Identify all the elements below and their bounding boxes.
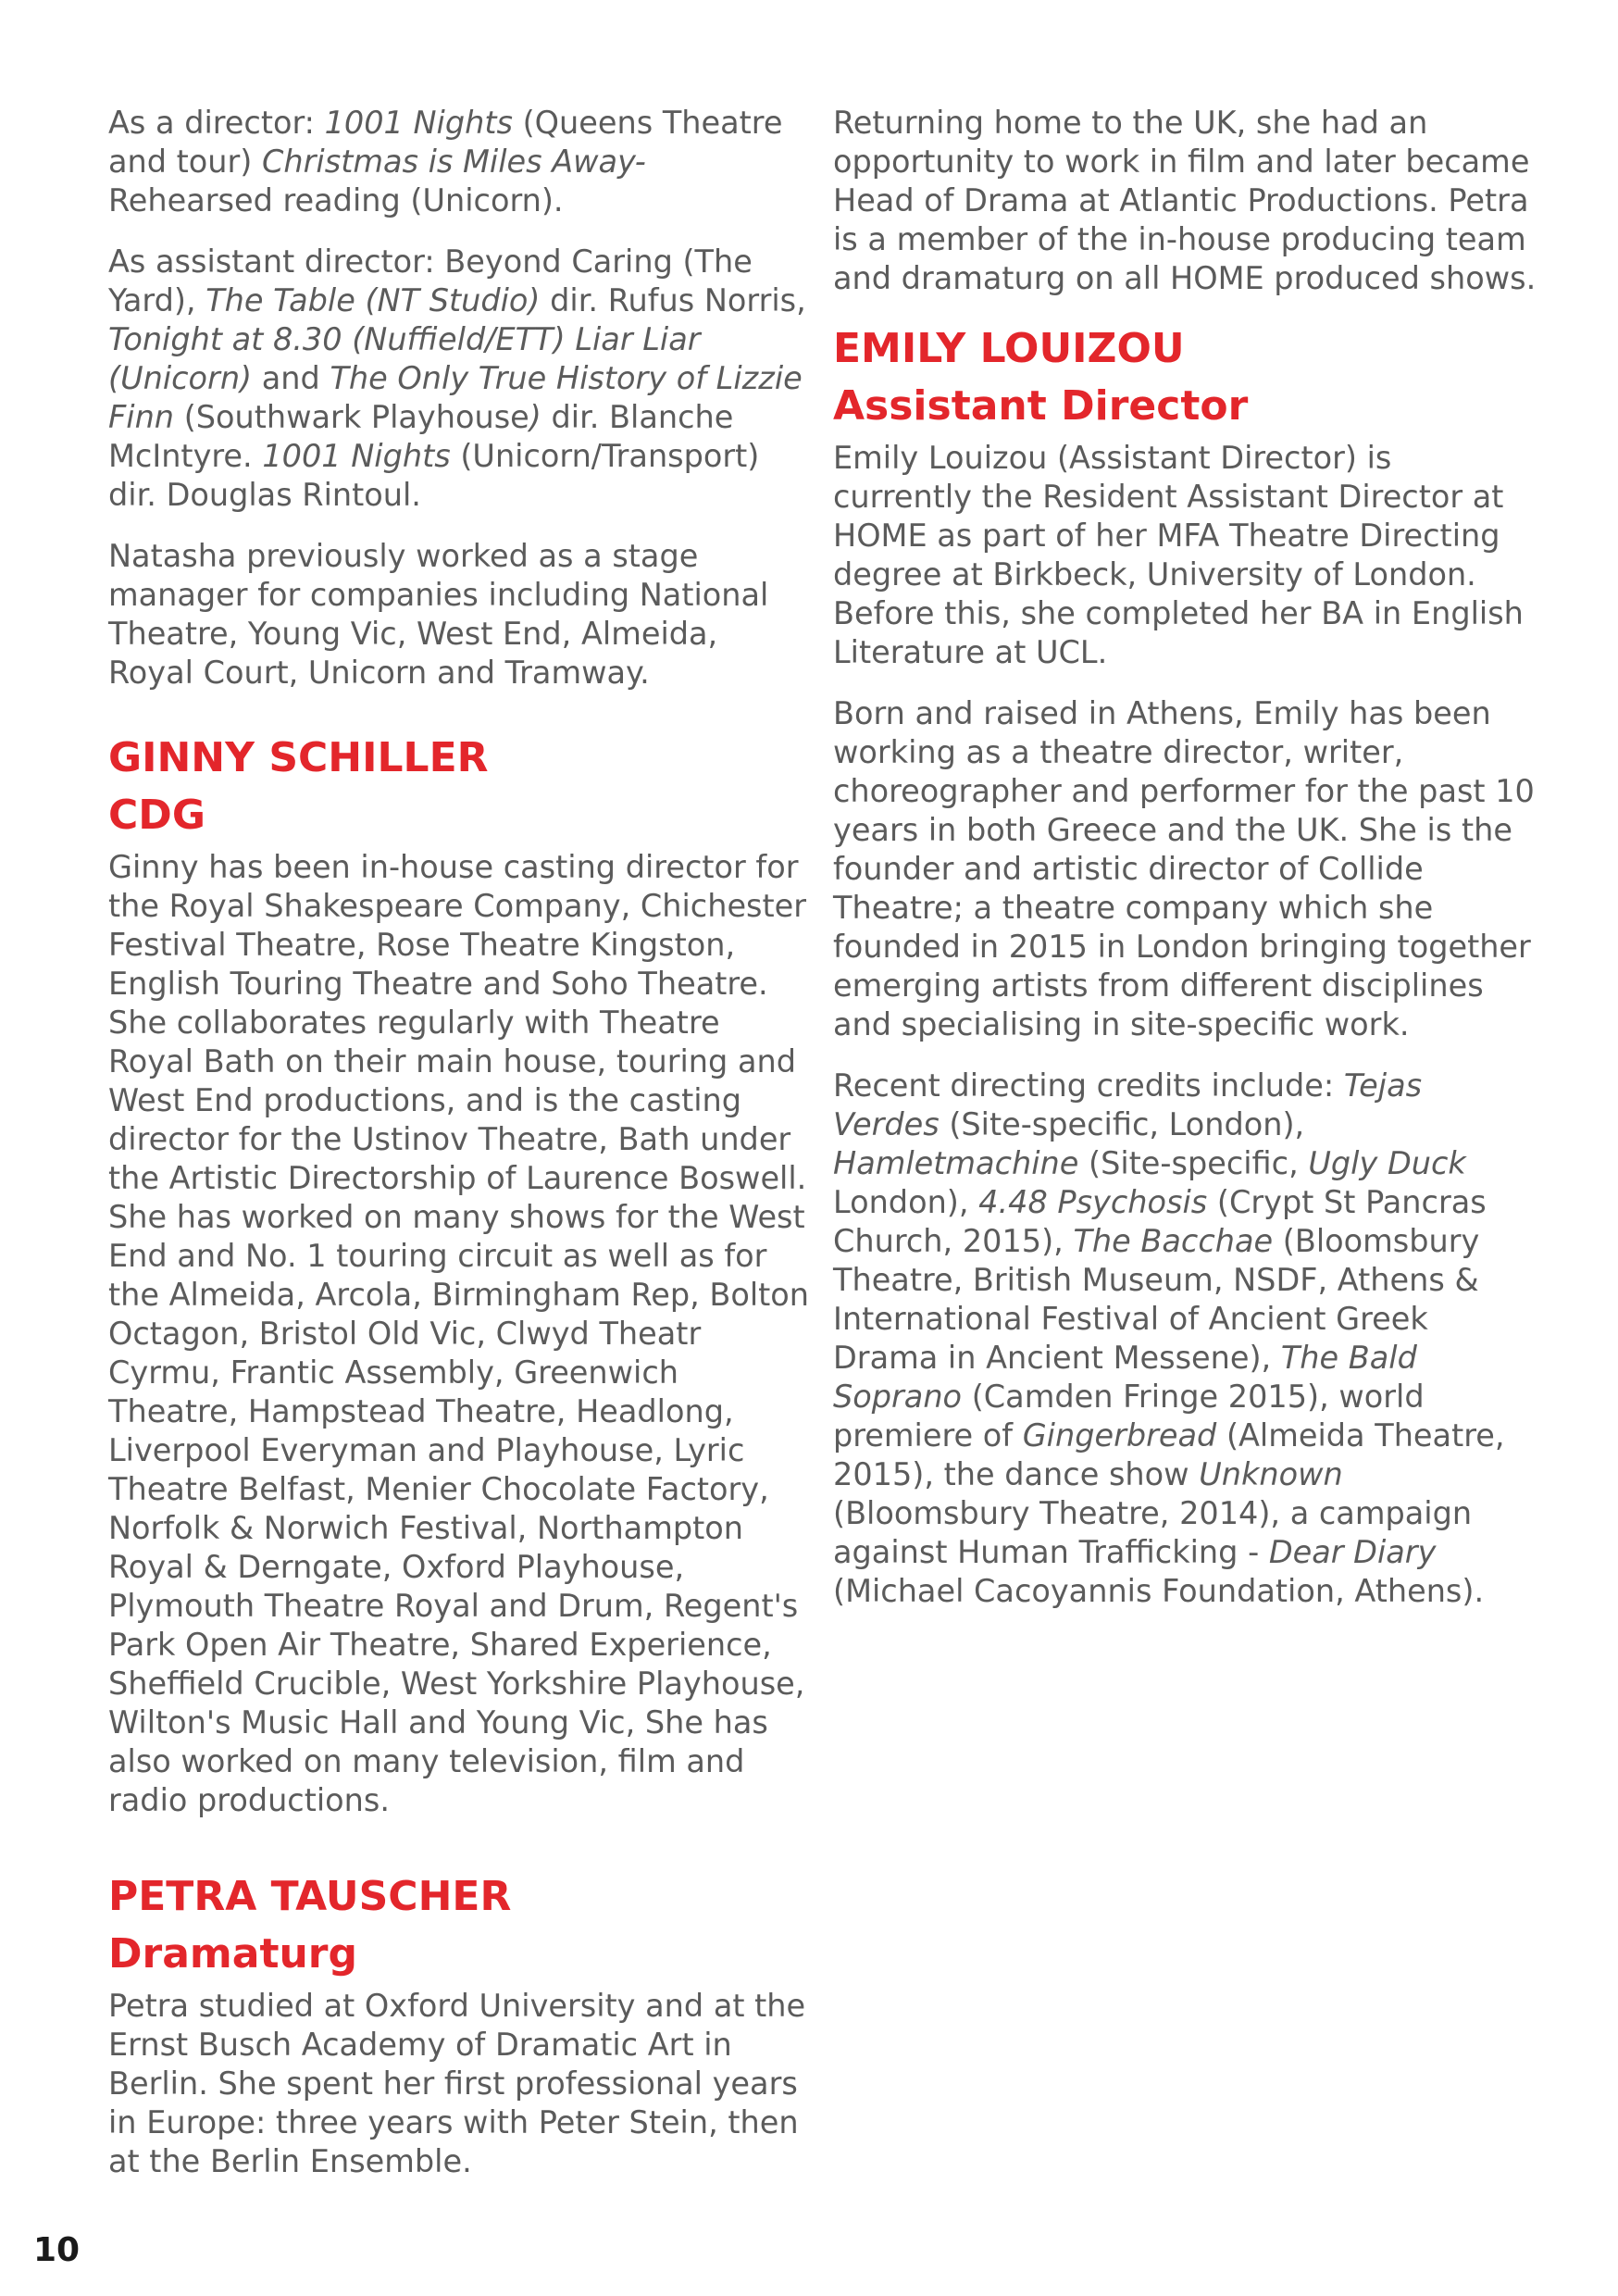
text-run: (Unicorn/Transport) dir. Douglas Rintoul. [108, 438, 760, 513]
text-run: (Almeida Theatre, 2015), the dance show [833, 1417, 1505, 1492]
italic-title-run: Tonight at 8.30 (Nuffield/ETT) Liar Liar (Unicorn) [108, 321, 701, 396]
natasha-stage-manager-paragraph: Natasha previously worked as a stage manager for companies including National Theatre, Young Vic, West End, Almeida, Royal Court, Unicorn and Tramway. [108, 538, 769, 691]
italic-title-run: Gingerbread [1022, 1417, 1217, 1454]
ginny-heading [108, 730, 812, 844]
text-run: dir. Rufus Norris, [540, 282, 806, 318]
italic-title-run: Tejas Verdes [833, 1067, 1423, 1142]
emily-name: EMILY LOUIZOU [833, 325, 1185, 372]
ginny-role: CDG [108, 792, 205, 839]
text-run: (Site-specific, London), [939, 1106, 1305, 1142]
italic-title-run: Unknown [1199, 1456, 1343, 1492]
text-run: (Camden Fringe 2015), world premiere of [833, 1379, 1425, 1454]
petra-role: Dramaturg [108, 1930, 358, 1978]
natasha-assistant-director-paragraph [108, 243, 812, 515]
text-run: London), [833, 1184, 979, 1220]
italic-title-run: The Bacchae [1073, 1223, 1274, 1259]
italic-title-run: 4.48 Psychosis [978, 1184, 1208, 1220]
petra-bio-part2: Returning home to the UK, she had an opportunity to work in film and later became Head of Drama at Atlantic Productions. Petra is a member of the in-house producing team and dramaturg on all HOME produced shows. [833, 105, 1537, 296]
text-run: (Michael Cacoyannis Foundation, Athens). [833, 1573, 1485, 1609]
right-column [833, 104, 1537, 1633]
italic-title-run: Christmas is Miles Away- [262, 144, 646, 180]
italic-title-run: Ugly Duck [1308, 1145, 1466, 1181]
emily-directing-credits [833, 1067, 1537, 1611]
italic-title-run: The Table (NT Studio) [205, 282, 541, 318]
petra-bio-part1: Petra studied at Oxford University and at the Ernst Busch Academy of Dramatic Art in Berlin. She spent her first professional years in Europe: three years with Peter Stein, then at the Berlin Ensemble. [108, 1988, 806, 2179]
text-run: As a director: [108, 105, 325, 141]
text-run: As assistant director: Beyond Caring (The Yard), [108, 243, 753, 318]
italic-title-run: Hamletmachine [833, 1145, 1079, 1181]
text-run: (Site-specific, [1078, 1145, 1309, 1181]
italic-title-run: Dear Diary [1268, 1534, 1437, 1570]
italic-title-run: 1001 Nights [262, 438, 451, 474]
text-run: (Queens Theatre and tour) [108, 105, 783, 180]
left-column [108, 104, 812, 2203]
ginny-bio: Ginny has been in-house casting director for the Royal Shakespeare Company, Chichester Festival Theatre, Rose Theatre Kingston, English Touring Theatre and Soho Theatre. She collaborates regularly with Theatre Royal Bath on their main house, touring and West End productions, and is the casting director for the Ustinov Theatre, Bath under the Artistic Directorship of Laurence Boswell. She has worked on many shows for the West End and No. 1 touring circuit as well as for the Almeida, Arcola, Birmingham Rep, Bolton Octagon, Bristol Old Vic, Clwyd Theatr Cyrmu, Frantic Assembly, Greenwich Theatre, Hampstead Theatre, Headlong, Liverpool Everyman and Playhouse, Lyric Theatre Belfast, Menier Chocolate Factory, Norfolk & Norwich Festival, Northampton Royal & Derngate, Oxford Playhouse, Plymouth Theatre Royal and Drum, Regent's Park Open Air Theatre, Shared Experience, Sheffield Crucible, West Yorkshire Playhouse, Wilton's Music Hall and Young Vic, She has also worked on many television, film and radio productions. [108, 849, 810, 1818]
text-run: Recent directing credits include: [833, 1067, 1344, 1104]
text-run: dir. Blanche McIntyre. [108, 399, 734, 474]
petra-name: PETRA TAUSCHER [108, 1873, 512, 1920]
italic-title-run: 1001 Nights [324, 105, 513, 141]
text-run: (Crypt St Pancras Church, 2015), [833, 1184, 1487, 1259]
text-run: (Southwark Playhouse [174, 399, 529, 435]
ginny-name: GINNY SCHILLER [108, 734, 489, 781]
petra-heading [108, 1868, 812, 1983]
emily-bio-background: Born and raised in Athens, Emily has been working as a theatre director, writer, choreographer and performer for the past 10 years in both Greece and the UK. She is the founder and artistic director of Collide Theatre; a theatre company which she founded in 2015 in London bringing together emerging artists from different disciplines and specialising in site-specific work. [833, 695, 1535, 1042]
emily-role: Assistant Director [833, 382, 1249, 430]
page-number: 10 [33, 2231, 81, 2269]
emily-bio-education: Emily Louizou (Assistant Director) is currently the Resident Assistant Director at HOME as part of her MFA Theatre Directing degree at Birkbeck, University of London. Before this, she completed her BA in English Literature at UCL. [833, 440, 1524, 670]
text-run: (Bloomsbury Theatre, British Museum, NSDF, Athens & International Festival of Ancient Greek Drama in Ancient Messene), [833, 1223, 1480, 1376]
italic-title-run: The Only True History of Lizzie Finn [108, 360, 803, 435]
natasha-director-paragraph [108, 104, 812, 220]
text-run: (Bloomsbury Theatre, 2014), a campaign against Human Trafficking - [833, 1495, 1473, 1570]
italic-title-run: ) [529, 399, 541, 435]
italic-title-run: The Bald Soprano [833, 1340, 1417, 1415]
text-run: Rehearsed reading (Unicorn). [108, 182, 564, 218]
text-run: and [252, 360, 330, 396]
emily-heading [833, 320, 1537, 435]
